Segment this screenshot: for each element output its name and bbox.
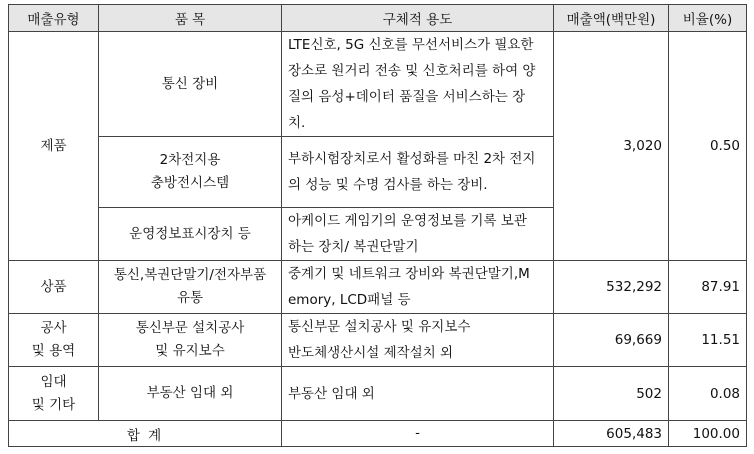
amount-cell: 3,020 [554, 32, 669, 261]
sales-type-line: 및 기타 [31, 396, 76, 413]
amount-cell: 69,669 [554, 314, 669, 367]
sales-type-cell [9, 367, 99, 421]
total-ratio: 100.00 [669, 421, 747, 447]
usage-cell [282, 314, 554, 367]
usage-line: 부하시험장치로서 활성화를 마친 2차 전지 [288, 151, 536, 167]
amount-cell: 532,292 [554, 261, 669, 314]
item-name: 통신 장비 [161, 75, 219, 92]
header-sales-type: 매출유형 [9, 5, 99, 32]
usage-line: 부동산 임대 외 [288, 385, 375, 402]
item-name: 운영정보표시장치 등 [129, 225, 251, 242]
table-row [9, 32, 747, 137]
usage-line: 장소로 원거리 전송 및 신호처리를 하여 양 [288, 63, 536, 79]
usage-line: 반도체생산시설 제작설치 외 [288, 345, 454, 361]
usage-cell [282, 32, 554, 137]
sales-type-line: 공사 [40, 320, 67, 336]
total-label: 합 계 [9, 421, 282, 447]
ratio-cell: 0.50 [669, 32, 747, 261]
sales-type-cell [9, 314, 99, 367]
usage-line: 중계기 및 네트워크 장비와 복권단말기,M [288, 266, 530, 282]
item-name: 유통 [176, 290, 204, 306]
header-row [9, 5, 747, 32]
item-cell [99, 137, 282, 208]
table-row [9, 367, 747, 421]
item-cell [99, 32, 282, 137]
usage-line: 치. [288, 115, 306, 131]
item-name: 충방전시스템 [150, 175, 230, 191]
usage-line: 하는 장치/ 복권단말기 [288, 239, 419, 255]
usage-line: 통신부문 설치공사 및 유지보수 [288, 319, 471, 335]
usage-line: 아케이드 게임기의 운영정보를 기록 보관 [288, 213, 527, 229]
usage-line: emory, LCD패널 등 [288, 292, 411, 308]
item-name: 2차전지용 [159, 152, 221, 168]
sales-type-line: 및 용역 [31, 343, 76, 359]
sales-type-cell: 상품 [9, 261, 99, 314]
total-amount: 605,483 [554, 421, 669, 447]
header-amount: 매출액(백만원) [554, 5, 669, 32]
amount-cell: 502 [554, 367, 669, 421]
sales-type-line: 임대 [40, 373, 67, 390]
item-cell [99, 261, 282, 314]
usage-cell [282, 208, 554, 261]
usage-cell [282, 137, 554, 208]
table-row [9, 314, 747, 367]
header-ratio: 비율(%) [669, 5, 747, 32]
ratio-cell: 87.91 [669, 261, 747, 314]
ratio-cell: 11.51 [669, 314, 747, 367]
item-cell [99, 367, 282, 421]
header-item: 품 목 [99, 5, 282, 32]
total-usage: - [282, 421, 554, 447]
table-row [9, 261, 747, 314]
usage-cell [282, 261, 554, 314]
usage-line: 의 성능 및 수명 검사를 하는 장비. [288, 177, 488, 193]
usage-cell [282, 367, 554, 421]
item-name: 통신,복권단말기/전자부품 [113, 267, 267, 283]
sales-table [8, 4, 747, 447]
item-cell [99, 314, 282, 367]
ratio-cell: 0.08 [669, 367, 747, 421]
usage-line: 질의 음성+데이터 품질을 서비스하는 장 [288, 89, 526, 105]
sales-type-cell: 제품 [9, 32, 99, 261]
item-cell [99, 208, 282, 261]
item-name: 부동산 임대 외 [146, 385, 234, 401]
usage-line: LTE신호, 5G 신호를 무선서비스가 필요한 [288, 37, 534, 53]
item-name: 및 유지보수 [155, 343, 225, 359]
item-name: 통신부문 설치공사 [135, 320, 245, 336]
total-row [9, 421, 747, 447]
header-usage: 구체적 용도 [282, 5, 554, 32]
